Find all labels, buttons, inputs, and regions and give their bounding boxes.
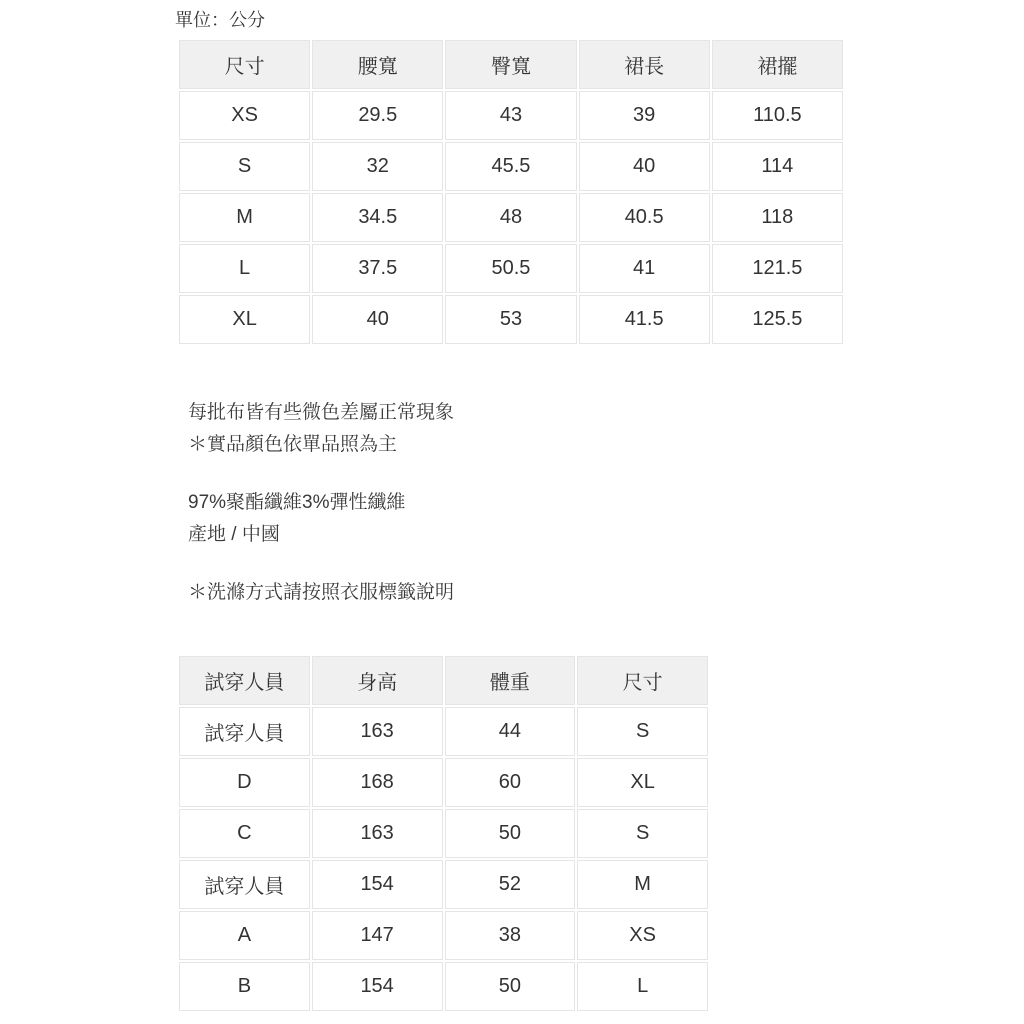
fitting-table-cell: A bbox=[179, 911, 310, 960]
size-chart-cell: 32 bbox=[312, 142, 443, 191]
size-chart-cell: 43 bbox=[445, 91, 576, 140]
fitting-table-cell: 154 bbox=[312, 860, 443, 909]
fitting-table-header-cell: 試穿人員 bbox=[179, 656, 310, 705]
size-chart-cell: 37.5 bbox=[312, 244, 443, 293]
size-chart-table bbox=[177, 38, 845, 346]
washing-note-group bbox=[188, 577, 454, 609]
fitting-table-cell: B bbox=[179, 962, 310, 1011]
table-row bbox=[179, 707, 708, 756]
fitting-table-header-row bbox=[179, 656, 708, 705]
size-chart-cell: 118 bbox=[712, 193, 843, 242]
fitting-staff-table bbox=[177, 654, 710, 1013]
size-chart-cell: 125.5 bbox=[712, 295, 843, 344]
table-row bbox=[179, 809, 708, 858]
fitting-table-cell: 168 bbox=[312, 758, 443, 807]
product-notes bbox=[188, 397, 454, 635]
material-note: 97%聚酯纖維3%彈性纖維 bbox=[188, 492, 406, 513]
fitting-table-header-cell: 尺寸 bbox=[577, 656, 708, 705]
fitting-table-header-cell: 體重 bbox=[445, 656, 576, 705]
washing-note: ＊洗滌方式請按照衣服標籤說明 bbox=[188, 582, 455, 603]
size-chart-cell: 40 bbox=[312, 295, 443, 344]
size-chart-cell: 40 bbox=[579, 142, 710, 191]
size-chart-cell: L bbox=[179, 244, 310, 293]
table-row bbox=[179, 193, 843, 242]
table-row bbox=[179, 91, 843, 140]
size-chart-cell: 48 bbox=[445, 193, 576, 242]
fitting-table-cell: 52 bbox=[445, 860, 576, 909]
table-row bbox=[179, 142, 843, 191]
size-chart-cell: XL bbox=[179, 295, 310, 344]
fitting-table-cell: 154 bbox=[312, 962, 443, 1011]
table-row bbox=[179, 962, 708, 1011]
size-chart-header-cell: 尺寸 bbox=[179, 40, 310, 89]
color-note-group bbox=[188, 397, 454, 461]
size-chart-cell: 53 bbox=[445, 295, 576, 344]
size-chart-cell: 121.5 bbox=[712, 244, 843, 293]
size-chart-cell: 34.5 bbox=[312, 193, 443, 242]
size-chart-header-cell: 腰寬 bbox=[312, 40, 443, 89]
size-chart-cell: 41.5 bbox=[579, 295, 710, 344]
size-chart-cell: 110.5 bbox=[712, 91, 843, 140]
size-chart-header-row bbox=[179, 40, 843, 89]
fitting-table-cell: C bbox=[179, 809, 310, 858]
color-variance-note: 每批布皆有些微色差屬正常現象 bbox=[188, 402, 455, 423]
fitting-table-cell: D bbox=[179, 758, 310, 807]
fitting-table-cell: S bbox=[577, 809, 708, 858]
table-row bbox=[179, 911, 708, 960]
fitting-table-cell: 163 bbox=[312, 707, 443, 756]
size-chart-cell: 45.5 bbox=[445, 142, 576, 191]
origin-note: 產地 / 中國 bbox=[188, 524, 280, 545]
fitting-table-cell: XS bbox=[577, 911, 708, 960]
table-row bbox=[179, 244, 843, 293]
size-chart-cell: 39 bbox=[579, 91, 710, 140]
fitting-table-cell: 38 bbox=[445, 911, 576, 960]
size-chart-cell: 50.5 bbox=[445, 244, 576, 293]
size-chart-cell: 114 bbox=[712, 142, 843, 191]
color-reference-note: ＊實品顏色依單品照為主 bbox=[188, 434, 398, 455]
fitting-table-cell: 50 bbox=[445, 809, 576, 858]
size-chart-cell: XS bbox=[179, 91, 310, 140]
fitting-table-cell: 163 bbox=[312, 809, 443, 858]
size-chart-cell: M bbox=[179, 193, 310, 242]
fitting-table-cell: 50 bbox=[445, 962, 576, 1011]
size-chart-cell: 29.5 bbox=[312, 91, 443, 140]
size-chart-cell: 41 bbox=[579, 244, 710, 293]
table-row bbox=[179, 758, 708, 807]
fitting-table-cell: L bbox=[577, 962, 708, 1011]
material-note-group bbox=[188, 487, 454, 551]
fitting-table-cell: 44 bbox=[445, 707, 576, 756]
fitting-table-cell: 147 bbox=[312, 911, 443, 960]
fitting-table-cell: M bbox=[577, 860, 708, 909]
fitting-table-cell: 60 bbox=[445, 758, 576, 807]
fitting-table-cell: S bbox=[577, 707, 708, 756]
unit-label: 單位：公分 bbox=[175, 10, 265, 30]
size-chart-cell: 40.5 bbox=[579, 193, 710, 242]
size-chart-header-cell: 裙長 bbox=[579, 40, 710, 89]
size-chart-cell: S bbox=[179, 142, 310, 191]
size-chart-header-cell: 裙擺 bbox=[712, 40, 843, 89]
fitting-table-cell: XL bbox=[577, 758, 708, 807]
table-row bbox=[179, 295, 843, 344]
fitting-table-header-cell: 身高 bbox=[312, 656, 443, 705]
fitting-table-cell: 試穿人員 bbox=[179, 707, 310, 756]
table-row bbox=[179, 860, 708, 909]
fitting-table-cell: 試穿人員 bbox=[179, 860, 310, 909]
size-chart-header-cell: 臀寬 bbox=[445, 40, 576, 89]
